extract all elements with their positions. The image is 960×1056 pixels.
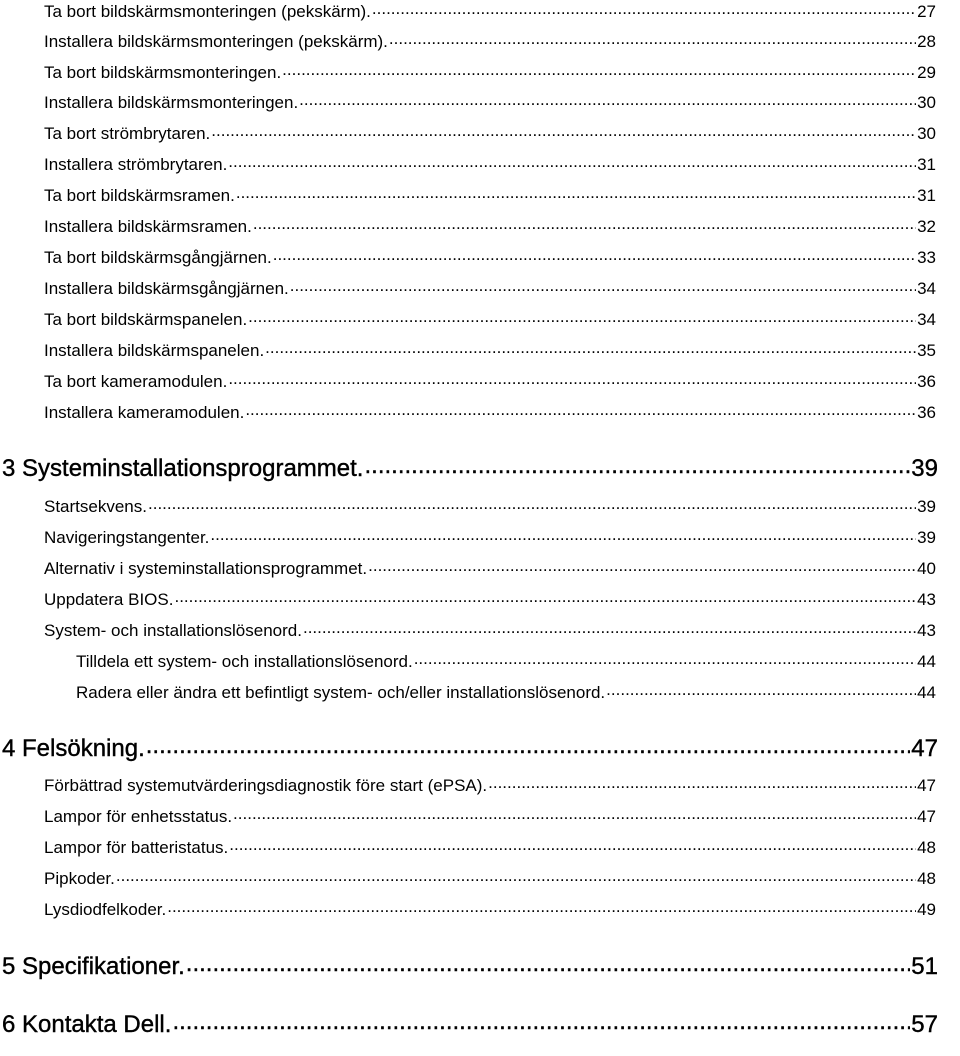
toc-entry[interactable] [44, 155, 936, 175]
dot-leader [389, 32, 916, 52]
dot-leader [290, 279, 916, 299]
toc-entry-title: Installera bildskärmsmonteringen (pekskärm). [44, 32, 388, 51]
dot-leader [210, 528, 916, 548]
toc-page-number: 49 [917, 900, 936, 919]
dot-leader [606, 683, 916, 703]
toc-entry[interactable] [44, 372, 936, 392]
toc-page-number: 35 [917, 341, 936, 360]
toc-entry[interactable] [44, 217, 936, 237]
toc-entry[interactable] [44, 124, 936, 144]
toc-page-number: 44 [917, 652, 936, 671]
toc-entry[interactable] [44, 900, 936, 920]
dot-leader [229, 838, 916, 858]
toc-entry[interactable] [44, 807, 936, 827]
toc-page-number: 28 [917, 32, 936, 51]
dot-leader [414, 652, 916, 672]
dot-leader [273, 248, 916, 268]
toc-page-number: 36 [917, 372, 936, 391]
toc-page-number: 27 [917, 2, 936, 21]
toc-page-number: 31 [917, 155, 936, 174]
toc-page-number: 47 [917, 776, 936, 795]
toc-subentry[interactable] [76, 652, 936, 672]
dot-leader [228, 155, 916, 175]
toc-entry-title: Ta bort kameramodulen. [44, 372, 228, 391]
toc-page-number: 39 [917, 497, 936, 516]
toc-entry[interactable] [44, 2, 936, 22]
toc-entry[interactable] [44, 590, 936, 610]
dot-leader [186, 953, 911, 981]
toc-entry-title: Lampor för batteristatus. [44, 838, 229, 857]
toc-page-number: 30 [917, 124, 936, 143]
toc-entry[interactable] [44, 341, 936, 361]
toc-chapter-title: 3 Systeminstallationsprogrammet. [2, 455, 364, 482]
toc-page-number: 32 [917, 217, 936, 236]
toc-chapter-entry[interactable] [2, 1011, 938, 1039]
dot-leader [148, 497, 916, 517]
dot-leader [368, 559, 916, 579]
toc-page-number: 36 [917, 403, 936, 422]
toc-page-number: 31 [917, 186, 936, 205]
toc-entry-title: System- och installationslösenord. [44, 621, 302, 640]
toc-entry-title: Installera bildskärmsmonteringen. [44, 93, 299, 112]
toc-entry[interactable] [44, 403, 936, 423]
dot-leader [364, 455, 910, 483]
toc-entry[interactable] [44, 621, 936, 641]
toc-entry-title: Lysdiodfelkoder. [44, 900, 167, 919]
toc-subentry[interactable] [76, 683, 936, 703]
dot-leader [248, 310, 916, 330]
dot-leader [245, 403, 916, 423]
dot-leader [303, 621, 916, 641]
toc-entry-title: Förbättrad systemutvärderingsdiagnostik före start (ePSA). [44, 776, 488, 795]
toc-entry-title: Lampor för enhetsstatus. [44, 807, 233, 826]
dot-leader [146, 735, 911, 763]
toc-entry-title: Installera bildskärmsgångjärnen. [44, 279, 289, 298]
toc-entry-title: Tilldela ett system- och installationslösenord. [76, 652, 413, 671]
toc-page-number: 57 [911, 1011, 938, 1038]
toc-entry[interactable] [44, 869, 936, 889]
toc-entry[interactable] [44, 248, 936, 268]
toc-page-number: 34 [917, 310, 936, 329]
toc-page-number: 51 [911, 953, 938, 980]
toc-entry-title: Uppdatera BIOS. [44, 590, 174, 609]
toc-chapter-title: 5 Specifikationer. [2, 953, 185, 980]
toc-page-number: 30 [917, 93, 936, 112]
dot-leader [172, 1011, 910, 1039]
dot-leader [299, 93, 916, 113]
toc-entry[interactable] [44, 63, 936, 83]
toc-page-number: 40 [917, 559, 936, 578]
toc-page-number: 47 [911, 735, 938, 762]
toc-entry-title: Installera strömbrytaren. [44, 155, 228, 174]
toc-entry[interactable] [44, 93, 936, 113]
toc-page-number: 34 [917, 279, 936, 298]
dot-leader [233, 807, 916, 827]
toc-chapter-entry[interactable] [2, 735, 938, 763]
dot-leader [282, 63, 916, 83]
toc-entry[interactable] [44, 186, 936, 206]
toc-entry-title: Alternativ i systeminstallationsprogrammet. [44, 559, 368, 578]
toc-page-number: 39 [917, 528, 936, 547]
toc-entry-title: Ta bort bildskärmsmonteringen. [44, 63, 282, 82]
toc-entry[interactable] [44, 838, 936, 858]
toc-entry[interactable] [44, 279, 936, 299]
toc-page-number: 47 [917, 807, 936, 826]
toc-entry[interactable] [44, 32, 936, 52]
toc-entry-title: Installera bildskärmspanelen. [44, 341, 265, 360]
toc-entry-title: Startsekvens. [44, 497, 147, 516]
toc-page-number: 39 [911, 455, 938, 482]
toc-entry[interactable] [44, 497, 936, 517]
dot-leader [265, 341, 916, 361]
toc-page-number: 44 [917, 683, 936, 702]
toc-chapter-title: 6 Kontakta Dell. [2, 1011, 172, 1038]
toc-entry[interactable] [44, 559, 936, 579]
toc-entry-title: Ta bort strömbrytaren. [44, 124, 211, 143]
dot-leader [253, 217, 916, 237]
toc-chapter-title: 4 Felsökning. [2, 735, 145, 762]
toc-entry-title: Installera bildskärmsramen. [44, 217, 252, 236]
dot-leader [236, 186, 916, 206]
toc-entry-title: Navigeringstangenter. [44, 528, 210, 547]
toc-entry[interactable] [44, 776, 936, 796]
toc-entry-title: Ta bort bildskärmsgångjärnen. [44, 248, 272, 267]
toc-entry-title: Ta bort bildskärmsmonteringen (pekskärm). [44, 2, 371, 21]
dot-leader [167, 900, 916, 920]
dot-leader [488, 776, 916, 796]
toc-chapter-entry[interactable] [2, 455, 938, 483]
toc-entry-title: Installera kameramodulen. [44, 403, 245, 422]
toc-entry[interactable] [44, 528, 936, 548]
toc-page-number: 43 [917, 621, 936, 640]
toc-entry-title: Radera eller ändra ett befintligt system- och/eller installationslösenord. [76, 683, 606, 702]
dot-leader [228, 372, 916, 392]
toc-chapter-entry[interactable] [2, 953, 938, 981]
toc-entry-title: Ta bort bildskärmspanelen. [44, 310, 248, 329]
toc-entry-title: Pipkoder. [44, 869, 115, 888]
toc-entry[interactable] [44, 310, 936, 330]
toc-page-number: 48 [917, 869, 936, 888]
toc-page-number: 43 [917, 590, 936, 609]
dot-leader [174, 590, 916, 610]
toc-page-number: 33 [917, 248, 936, 267]
dot-leader [372, 2, 916, 22]
dot-leader [116, 869, 916, 889]
toc-entry-title: Ta bort bildskärmsramen. [44, 186, 235, 205]
dot-leader [211, 124, 916, 144]
toc-page-number: 48 [917, 838, 936, 857]
toc-page-number: 29 [917, 63, 936, 82]
